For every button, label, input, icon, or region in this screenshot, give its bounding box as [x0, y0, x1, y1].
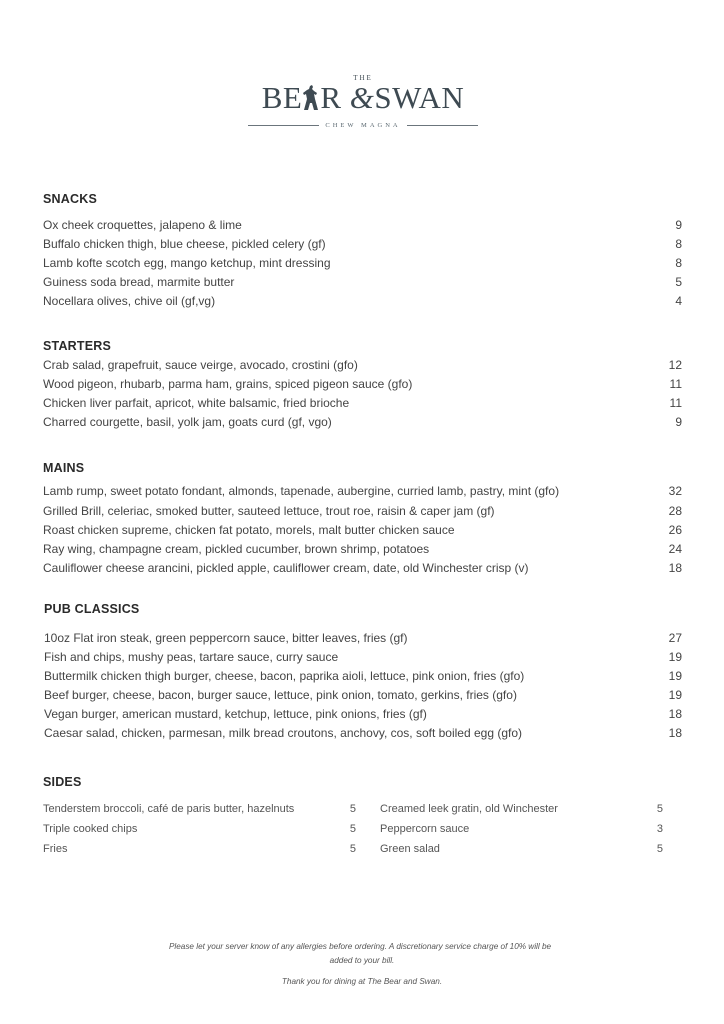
- item-price: 8: [675, 256, 682, 270]
- item-desc: Tenderstem broccoli, café de paris butter, hazelnuts: [43, 803, 295, 815]
- item-desc: Guiness soda bread, marmite butter: [43, 275, 235, 289]
- item-desc: Cauliflower cheese arancini, pickled apple, cauliflower cream, date, old Winchester crisp (v): [43, 561, 529, 575]
- item-desc: Buttermilk chicken thigh burger, cheese, bacon, paprika aioli, lettuce, pink onion, fries (gfo): [44, 669, 525, 683]
- logo-name-right: SWAN: [374, 80, 465, 115]
- item-desc: Peppercorn sauce: [380, 823, 470, 835]
- item-desc: Lamb kofte scotch egg, mango ketchup, mint dressing: [43, 256, 331, 270]
- section-title-mains: MAINS: [43, 461, 85, 475]
- item-price: 11: [669, 396, 682, 410]
- logo-name-left: BE: [261, 80, 303, 115]
- logo-rule-right: [407, 125, 478, 126]
- logo-name-mid: R: [320, 80, 342, 115]
- item-desc: Charred courgette, basil, yolk jam, goats curd (gf, vgo): [43, 415, 332, 429]
- item-price: 27: [668, 631, 682, 645]
- allergy-notice-line2: added to your bill.: [329, 956, 395, 965]
- item-desc: Chicken liver parfait, apricot, white balsamic, fried brioche: [43, 396, 350, 410]
- item-desc: Nocellara olives, chive oil (gf,vg): [43, 294, 216, 308]
- item-desc: Triple cooked chips: [43, 823, 138, 835]
- item-price: 5: [349, 823, 356, 835]
- thank-you-note: Thank you for dining at The Bear and Swan.: [281, 977, 443, 986]
- allergy-notice-line1: Please let your server know of any allergies before ordering. A discretionary service charge of 10% will be: [168, 942, 552, 951]
- item-price: 19: [668, 669, 682, 683]
- item-price: 3: [656, 823, 663, 835]
- section-title-starters: STARTERS: [43, 339, 112, 353]
- item-desc: Grilled Brill, celeriac, smoked butter, sauteed lettuce, trout roe, raisin & caper jam (gf): [43, 504, 495, 518]
- item-price: 19: [668, 688, 682, 702]
- item-price: 5: [656, 803, 663, 815]
- item-price: 18: [668, 561, 682, 575]
- item-desc: Lamb rump, sweet potato fondant, almonds, tapenade, aubergine, curried lamb, pastry, mint (gfo): [43, 484, 560, 498]
- item-price: 11: [669, 377, 682, 391]
- section-title-pub-classics: PUB CLASSICS: [44, 602, 140, 616]
- item-price: 5: [349, 843, 356, 855]
- item-price: 19: [668, 650, 682, 664]
- logo-subtitle: CHEW MAGNA: [325, 121, 401, 129]
- logo-subtitle-row: [248, 120, 478, 130]
- item-price: 12: [668, 358, 682, 372]
- item-price: 5: [675, 275, 682, 289]
- item-price: 28: [668, 504, 682, 518]
- item-desc: Fish and chips, mushy peas, tartare sauce, curry sauce: [44, 650, 339, 664]
- item-desc: Vegan burger, american mustard, ketchup, lettuce, pink onions, fries (gf): [44, 707, 427, 721]
- item-desc: Creamed leek gratin, old Winchester: [380, 803, 558, 815]
- item-price: 5: [656, 843, 663, 855]
- logo-ampersand: &: [349, 80, 375, 115]
- item-price: 24: [668, 542, 682, 556]
- item-desc: Fries: [43, 843, 68, 855]
- item-price: 9: [675, 218, 682, 232]
- item-price: 8: [675, 237, 682, 251]
- item-desc: 10oz Flat iron steak, green peppercorn sauce, bitter leaves, fries (gf): [44, 631, 408, 645]
- section-title-sides: SIDES: [43, 775, 82, 789]
- restaurant-logo: [248, 74, 478, 130]
- logo-wordmark: [248, 81, 478, 115]
- item-desc: Ox cheek croquettes, jalapeno & lime: [43, 218, 242, 232]
- item-price: 32: [668, 484, 682, 498]
- item-desc: Wood pigeon, rhubarb, parma ham, grains, spiced pigeon sauce (gfo): [43, 377, 413, 391]
- item-price: 4: [675, 294, 682, 308]
- logo-the: THE: [353, 74, 373, 82]
- item-desc: Caesar salad, chicken, parmesan, milk bread croutons, anchovy, cos, soft boiled egg (gfo): [44, 726, 523, 740]
- section-title-snacks: SNACKS: [43, 192, 97, 206]
- item-price: 26: [668, 523, 682, 537]
- item-price: 9: [675, 415, 682, 429]
- item-desc: Beef burger, cheese, bacon, burger sauce, lettuce, pink onion, tomato, gerkins, fries (gfo): [44, 688, 517, 702]
- item-desc: Crab salad, grapefruit, sauce veirge, avocado, crostini (gfo): [43, 358, 358, 372]
- item-desc: Roast chicken supreme, chicken fat potato, morels, malt butter chicken sauce: [43, 523, 455, 537]
- bear-icon: [302, 85, 320, 111]
- item-price: 18: [668, 726, 682, 740]
- item-desc: Green salad: [380, 843, 440, 855]
- item-desc: Buffalo chicken thigh, blue cheese, pickled celery (gf): [43, 237, 326, 251]
- item-price: 5: [349, 803, 356, 815]
- item-desc: Ray wing, champagne cream, pickled cucumber, brown shrimp, potatoes: [43, 542, 430, 556]
- item-price: 18: [668, 707, 682, 721]
- logo-rule-left: [248, 125, 319, 126]
